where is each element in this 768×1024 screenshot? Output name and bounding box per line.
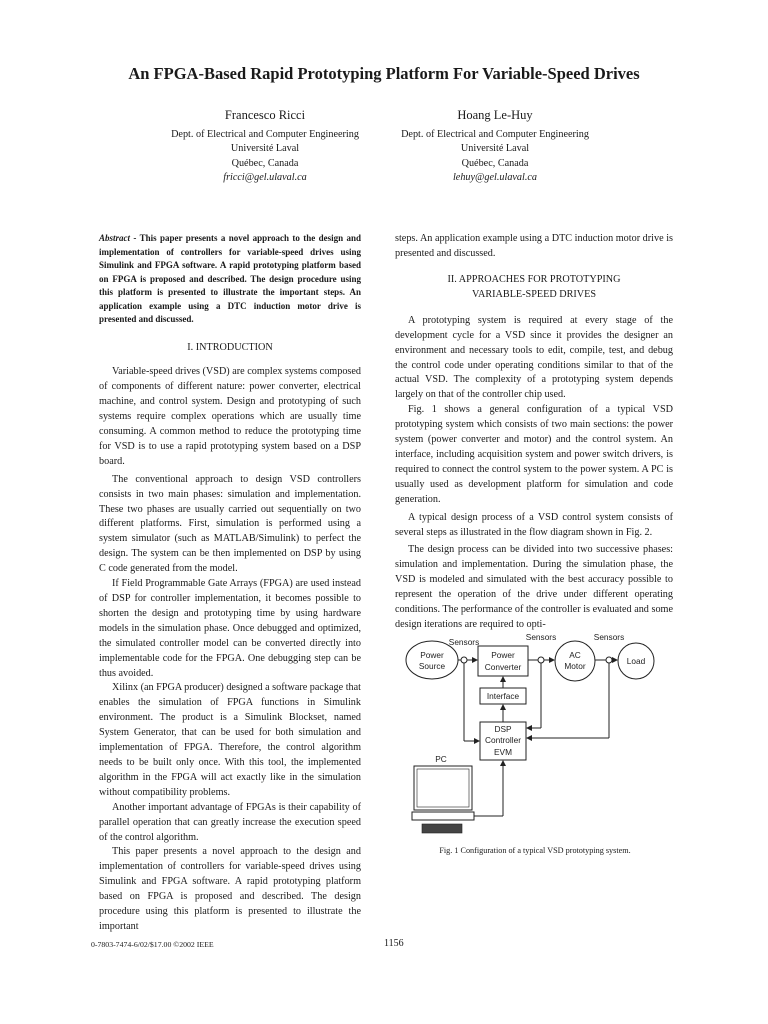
load-label: Load <box>626 656 646 666</box>
author-university: Université Laval <box>460 143 530 155</box>
paragraph: steps. An application example using a DTC induction motor drive is presented and discussed. <box>395 233 673 259</box>
author-name: Francesco Ricci <box>224 108 306 122</box>
dsp-label: Controller <box>485 735 521 745</box>
power-converter-label: Converter <box>484 662 522 672</box>
dsp-label: EVM <box>494 747 512 757</box>
left-column <box>99 232 361 935</box>
page-number: 1156 <box>384 938 404 949</box>
power-source-label: Power <box>420 650 444 660</box>
pc-label: PC <box>435 754 447 764</box>
author-location: Québec, Canada <box>461 157 529 169</box>
sensors-label: Sensors <box>525 632 557 642</box>
paragraph: The conventional approach to design VSD controllers consists in two main phases: simulation and implementation. These two phases are usually carried out sequentially on two different platforms. First, simulation is performed using a system simulator (such as MATLAB/Simulink) to perfect the design. The system can be then implemented on DSP by using C code generated from the model. <box>99 473 361 575</box>
paragraph: Variable-speed drives (VSD) are complex systems composed of components of different nature: power converter, electrical machine, and control system. Design and prototyping of such systems require complex operations which are usually time consuming. A common method to reduce the prototyping time for VSD is to use a rapid prototyping system based on a DSP board. <box>99 366 361 467</box>
pc-base <box>412 812 474 820</box>
paragraph: If Field Programmable Gate Arrays (FPGA) are used instead of DSP for controller implementation, it becomes possible to shorten the design and prototyping time by using hardware models in the simulation phase. Once debugged and optimized, the simulated controller model can be converted directly into implementable code for the FPGA. One debugging step can be thus avoided. <box>99 578 361 679</box>
vsd-block-diagram <box>400 628 660 834</box>
paragraph: Fig. 1 shows a general configuration of a typical VSD prototyping system which consists of two main sections: the power system (power converter and motor) and the control system. An interface, including acquisition system and power switch drivers, is required to connect the control system to the power system. A PC is usually used as development platform for simulation and code generation. <box>395 404 673 505</box>
paper-title: An FPGA-Based Rapid Prototyping Platform For Variable-Speed Drives <box>128 64 640 83</box>
heading-line: II. APPROACHES FOR PROTOTYPING <box>447 273 621 285</box>
paragraph: Another important advantage of FPGAs is their capability of parallel operation that can greatly increase the execution speed of the control algorithm. <box>99 801 361 843</box>
section-heading-approaches <box>395 272 673 302</box>
dsp-label: DSP <box>494 724 512 734</box>
figure-caption: Fig. 1 Configuration of a typical VSD prototyping system. <box>439 846 631 855</box>
author-email: lehuy@gel.ulaval.ca <box>452 171 538 183</box>
author-dept: Dept. of Electrical and Computer Engineering <box>401 129 589 141</box>
pc-monitor <box>414 766 472 810</box>
paragraph: This paper presents a novel approach to the design and implementation of controllers for variable-speed drives using Simulink and FPGA software. A rapid prototyping platform based on FPGA is proposed and described. The design procedure using this platform is presented to illustrate the important <box>99 846 361 932</box>
author-university: Université Laval <box>230 143 300 155</box>
interface-label: Interface <box>486 691 520 701</box>
author-email: fricci@gel.ulaval.ca <box>223 171 307 183</box>
sensors-label: Sensors <box>448 637 480 647</box>
paragraph: A prototyping system is required at every stage of the development cycle for a VSD since it provides the designer an environment and necessary tools to edit, compile, test, and debug the control code under operating conditions similar to that of the actual VSD. The complexity of a prototyping system depends largely on that of the controller chip used. <box>395 314 673 401</box>
author-location: Québec, Canada <box>231 157 299 169</box>
footer-copyright: 0-7803-7474-6/02/$17.00 ©2002 IEEE <box>91 940 214 949</box>
paragraph: Xilinx (an FPGA producer) designed a software package that enables the simulation of FPGA functions in Simulink environment. The product is a Simulink Blockset, named System Generator, that can be used for both simulation and implementation of FPGA. Therefore, the control algorithm needs to be built only once. With this tool, the implemented algorithm in the FPGA will act exactly like in the simulation without compatibility problems. <box>99 682 361 798</box>
power-converter-label: Power <box>491 650 515 660</box>
author-dept: Dept. of Electrical and Computer Engineering <box>171 129 359 141</box>
power-source-label: Source <box>418 661 446 671</box>
ac-motor-label: Motor <box>564 661 586 671</box>
sensor-node <box>606 657 612 663</box>
abstract-text: - This paper presents a novel approach to the design and implementation of controllers for variable-speed drives using Simulink and FPGA software. A rapid prototyping platform based on FPGA is proposed and described. The design procedure using this platform is presented to illustrate the important steps. An application example using a DTC induction motor drive is presented and discussed. <box>99 233 361 324</box>
heading-line: VARIABLE-SPEED DRIVES <box>471 288 597 300</box>
right-column <box>395 232 673 633</box>
sensor-node <box>461 657 467 663</box>
pc-keyboard <box>422 824 462 833</box>
author-name: Hoang Le-Huy <box>457 108 533 122</box>
section-heading-introduction: I. INTRODUCTION <box>187 341 273 353</box>
paragraph: A typical design process of a VSD control system consists of several steps as illustrated in the flow diagram shown in Fig. 2. <box>395 511 673 538</box>
author-block-2 <box>350 108 640 185</box>
sensor-node <box>538 657 544 663</box>
sensors-label: Sensors <box>593 632 625 642</box>
abstract-lead: Abstract <box>99 233 131 243</box>
paragraph: The design process can be divided into two successive phases: simulation and implementation. During the simulation phase, the VSD is modeled and simulated with the best accuracy possible to represent the operation of the drive under different operating conditions. The performance of the controller is evaluated and some design iterations are required to opti- <box>395 544 673 630</box>
abstract <box>99 232 361 327</box>
figure-vsd-configuration <box>400 628 660 834</box>
ac-motor-label: AC <box>569 650 581 660</box>
